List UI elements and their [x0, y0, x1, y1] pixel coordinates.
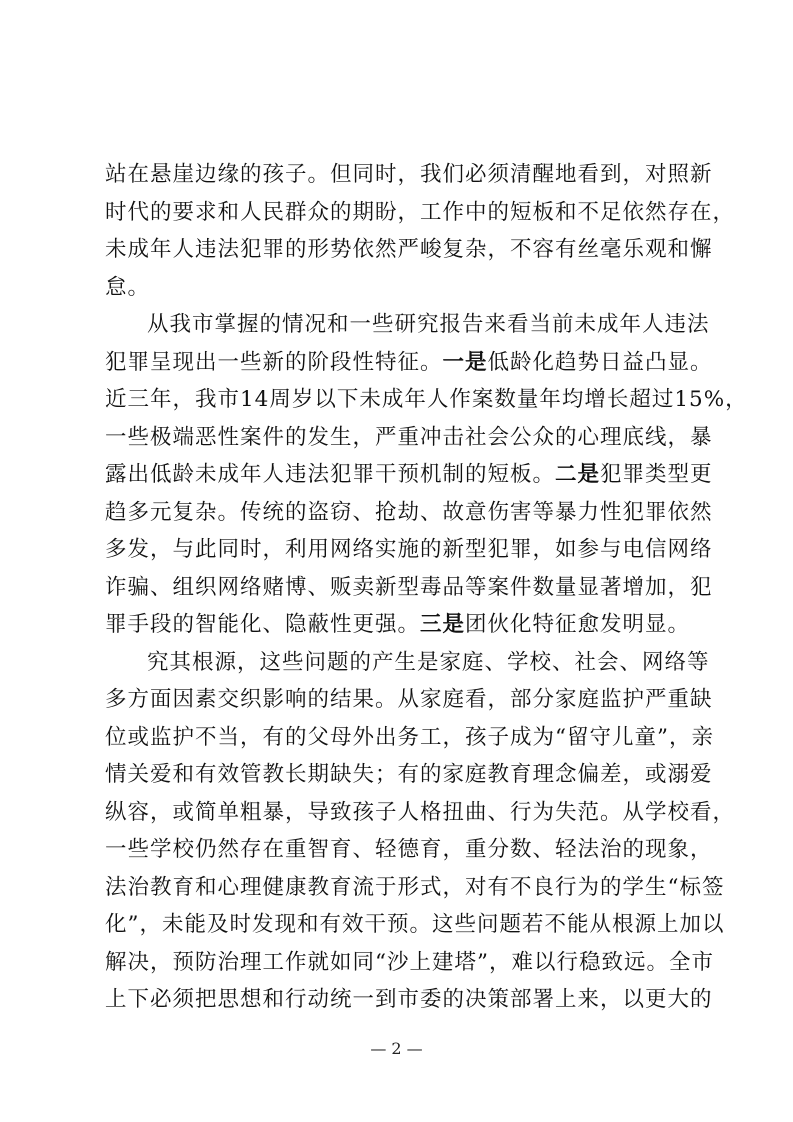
bold-ordinal: 二是 — [555, 462, 601, 487]
text-line — [105, 570, 713, 608]
text-line — [105, 307, 710, 345]
text-line — [105, 382, 748, 420]
text-segment: 近三年，我市14周岁以下未成年人作案数量年均增长超过15%， — [105, 387, 748, 412]
text-segment: 从我市掌握的情况和一些研究报告来看当前未成年人违法 — [147, 312, 710, 337]
text-segment: 时代的要求和人民群众的期盼，工作中的短板和不足依然存在， — [105, 199, 736, 225]
text-line — [105, 532, 713, 570]
text-segment: 多方面因素交织影响的结果。从家庭看，部分家庭监护严重缺 — [105, 687, 713, 712]
text-line — [105, 795, 736, 833]
bold-ordinal: 三是 — [420, 612, 466, 637]
page-number: — 2 — — [370, 1039, 423, 1058]
text-segment: 解决，预防治理工作就如同“沙上建塔”，难以行稳致远。全市 — [105, 949, 714, 975]
text-segment: 犯罪呈现出一些新的阶段性特征。 — [105, 349, 443, 375]
text-line — [105, 607, 691, 645]
text-segment: 位或监护不当，有的父母外出务工，孩子成为“留守儿童”，亲 — [105, 724, 714, 750]
text-line — [105, 720, 714, 758]
text-line — [105, 645, 710, 683]
text-segment: 团伙化特征愈发明显。 — [465, 612, 691, 637]
text-line — [105, 945, 714, 983]
text-line — [105, 495, 713, 533]
text-segment: 站在悬崖边缘的孩子。但同时，我们必须清醒地看到，对照新 — [105, 162, 713, 187]
text-line — [105, 757, 713, 795]
text-segment: 纵容，或简单粗暴，导致孩子人格扭曲、行为失范。从学校看， — [105, 799, 736, 825]
text-line — [105, 345, 713, 383]
text-segment: 究其根源，这些问题的产生是家庭、学校、社会、网络等 — [147, 649, 710, 675]
text-line — [105, 157, 713, 195]
text-segment: 一些极端恶性案件的发生，严重冲击社会公众的心理底线，暴 — [105, 424, 713, 450]
text-line — [105, 982, 713, 1020]
text-segment: 犯罪类型更 — [600, 462, 713, 487]
text-segment: 多发，与此同时，利用网络实施的新型犯罪，如参与电信网络 — [105, 537, 713, 562]
text-segment: 露出低龄未成年人违法犯罪干预机制的短板。 — [105, 462, 556, 487]
text-segment: 趋多元复杂。传统的盗窃、抢劫、故意伤害等暴力性犯罪依然 — [105, 499, 713, 525]
text-line — [105, 270, 691, 308]
text-line — [105, 870, 725, 908]
text-segment: 未成年人违法犯罪的形势依然严峻复杂，不容有丝毫乐观和懈 — [105, 237, 713, 262]
text-segment: 低龄化趋势日益凸显。 — [487, 349, 713, 375]
text-line — [105, 907, 725, 945]
text-segment: 法治教育和心理健康教育流于形式，对有不良行为的学生“标签 — [105, 874, 725, 900]
text-line — [105, 232, 713, 270]
text-segment: 罪手段的智能化、隐蔽性更强。 — [105, 612, 421, 637]
bold-ordinal: 一是 — [442, 349, 488, 375]
text-line — [105, 832, 713, 870]
text-line — [105, 195, 736, 233]
text-segment: 诈骗、组织网络赌博、贩卖新型毒品等案件数量显著增加，犯 — [105, 574, 713, 600]
text-line — [105, 457, 713, 495]
text-line — [105, 420, 713, 458]
text-line — [105, 682, 713, 720]
text-segment: 情关爱和有效管教长期缺失；有的家庭教育理念偏差，或溺爱 — [105, 762, 713, 787]
text-segment: 一些学校仍然存在重智育、轻德育，重分数、轻法治的现象， — [105, 837, 713, 862]
text-segment: 怠。 — [105, 274, 151, 300]
text-segment: 上下必须把思想和行动统一到市委的决策部署上来，以更大的 — [105, 987, 713, 1012]
document-body — [105, 157, 748, 1020]
text-segment: 化”，未能及时发现和有效干预。这些问题若不能从根源上加以 — [105, 912, 725, 937]
